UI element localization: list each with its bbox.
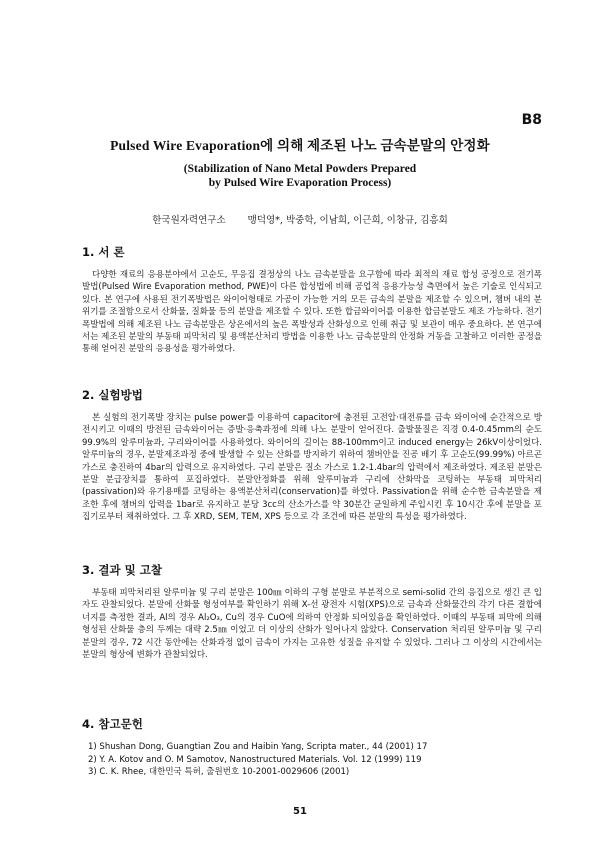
results-body: 부동태 피막처리된 알루미늄 및 구리 분말은 100㎚ 이하의 구형 분말로 부분적으로 semi-solid 간의 응집으로 생긴 큰 입자도 관찰되었다. 분말에 산화물 형성여부를 확인하기 위해 X-선 광전자 시험(XPS)으로 금속과 산화물간의 각기 다른 결합에너지를 측정한 결과, Al의 경우 Al₂O₃, Cu의 경우 CuO에 의하여 안정화 되어있음을 확인하였다. 이때의 부동태 피막에 의해 형성된 산화물 층의 두께는 대략 2.5㎚ 이었고 더 이상의 산화가 일어나지 않았다. Conservation 처리된 알루미늄 및 구리 분말의 경우, 72 시간 동안에는 산화과정 없이 금속이 가지는 고유한 성질을 유지할 수 있었다. 그러나 그 이상의 시간에서는 분말의 형상에 변화가 관찰되었다. [82, 588, 542, 661]
author-names: 맹덕영*, 박중학, 이남희, 이근희, 이창규, 김흥회 [247, 215, 448, 226]
section-results [82, 562, 542, 661]
section-heading-introduction: 1. 서 론 [82, 245, 125, 259]
paper-title-korean: Pulsed Wire Evaporation에 의해 제조된 나노 금속분말의 안정화 [110, 138, 490, 153]
reference-item-2: 2) Y. A. Kotov and O. M Samotov, Nanostructured Materials. Vol. 12 (1999) 119 [88, 754, 422, 765]
reference-item-3: 3) C. K. Rhee, 대한민국 특허, 출원번호 10-2001-0029606 (2001) [88, 767, 350, 778]
methods-body: 본 실험의 전기폭발 장치는 pulse power를 이용하여 capacitor에 충전된 고전압·대전류를 금속 와이어에 순간적으로 방전시키고 이때의 방전된 금속와이어는 증발·응축과정에 의해 나노 분말이 얻어진다. 출발물질은 직경 0.4-0.45mm의 순도 99.9%의 알루미늄과, 구리와이어를 사용하였다. 와이어의 길이는 88-100mm이고 induced energy는 26kV이상이었다. 알루미늄의 경우, 분말제조과정 중에 발생할 수 있는 산화를 방지하기 위하여 챔버안을 진공 배기 후 고순도(99.99%) 아르곤 가스로 충진하여 4bar의 압력으로 유지하였다. 구리 분말은 질소 가스로 1.2-1.4bar의 압력에서 제조하였다. 제조된 분말은 분말 분급장치를 통하여 포집하였다. 분말안정화를 위해 알루미늄과 구리에 산화막을 코팅하는 부동태 피막처리(passivation)와 유기용매를 코팅하는 용액분산처리(conservation)를 하였다. Passivation을 위해 순수한 금속분말을 제조한 후에 챔버의 압력을 1bar로 유지하고 분당 3cc의 산소가스를 약 30분간 균일하게 주입시킨 후 10시간 후에 분말을 포집기로부터 채취하였다. 그 후 XRD, SEM, TEM, XPS 등으로 각 조건에 따른 분말의 특성을 평가하였다. [82, 413, 542, 523]
paper-title-english [60, 162, 540, 190]
title-english-line-1: (Stabilization of Nano Metal Powders Prepared [183, 163, 417, 175]
affiliation: 한국원자력연구소 [152, 215, 226, 226]
title-english-line-2: by Pulsed Wire Evaporation Process) [208, 177, 392, 189]
section-methods [82, 387, 542, 524]
reference-list [82, 741, 542, 779]
introduction-body: 다양한 재료의 응용분야에서 고순도, 무응집 결정상의 나노 금속분말을 요구함에 따라 최적의 재료 합성 공정으로 전기폭발법(Pulsed Wire Evaporation method, PWE)이 다른 합성법에 비해 공업적 응용가능성 측면에서 높은 기술로 인식되고 있다. 본 연구에 사용된 전기폭발법은 와이어형태로 가공이 가능한 거의 모든 금속의 분말을 제조할 수 있으며, 챔버 내의 분위기를 조절함으로서 산화물, 질화물 등의 분말을 제조할 수 있다. 또한 합금와이어를 이용한 합금분말도 제조 가능하다. 전기폭발법에 의해 제조된 나노 금속분말은 상온에서의 높은 폭발성과 산화성으로 인해 취급 및 보관이 매우 중요하다. 본 연구에서는 제조된 분말의 부동태 피막처리 및 용액분산처리 방법을 이용한 나노 금속분말의 안정화 거동을 고찰하고 이러한 공정을 통해 얻어진 분말의 응용성을 평가하였다. [82, 270, 542, 355]
author-line [60, 212, 540, 226]
section-heading-references: 4. 참고문헌 [82, 717, 143, 731]
section-introduction [82, 244, 542, 356]
section-heading-results: 3. 결과 및 고찰 [82, 563, 162, 577]
session-code: B8 [521, 112, 542, 128]
reference-item-1: 1) Shushan Dong, Guangtian Zou and Haibin Yang, Scripta mater., 44 (2001) 17 [88, 742, 428, 752]
section-references [82, 716, 542, 779]
page-number: 51 [293, 806, 307, 817]
section-heading-methods: 2. 실험방법 [82, 388, 143, 402]
